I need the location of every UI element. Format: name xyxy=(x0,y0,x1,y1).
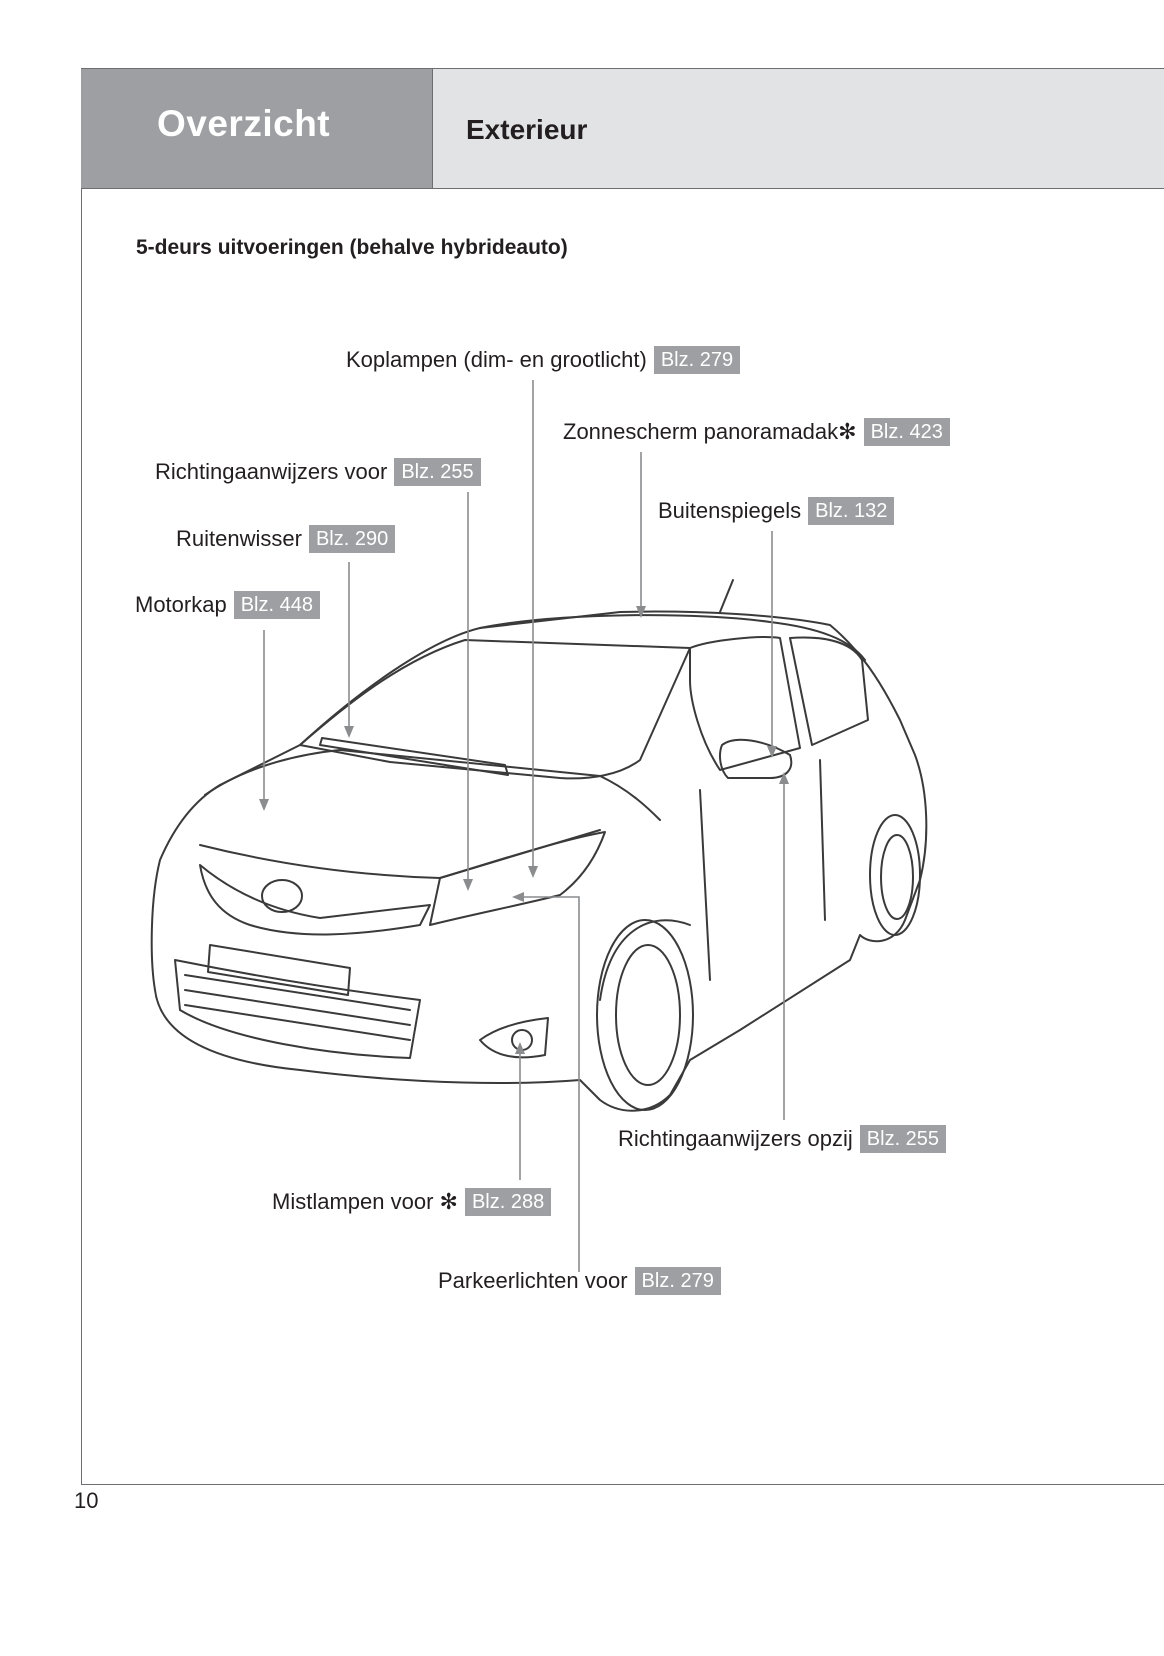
callout-motorkap xyxy=(135,591,320,619)
callout-label: Zonnescherm panoramadak✻ xyxy=(563,419,857,444)
car-outline xyxy=(152,580,927,1111)
page-title: Exterieur xyxy=(466,114,588,145)
callout-richtingaanwijzers-voor xyxy=(155,458,481,486)
callout-label: Mistlampen voor ✻ xyxy=(272,1189,458,1214)
leader-arrowheads xyxy=(259,606,789,1054)
callout-zonnescherm xyxy=(563,418,950,446)
subtitle: 5-deurs uitvoeringen (behalve hybrideauto) xyxy=(136,236,568,259)
page-ref-badge[interactable]: Blz. 423 xyxy=(864,418,950,446)
callout-koplampen xyxy=(346,346,740,374)
page-ref-badge[interactable]: Blz. 132 xyxy=(808,497,894,525)
callout-label: Richtingaanwijzers voor xyxy=(155,459,388,484)
callout-mistlampen xyxy=(272,1188,551,1216)
page-ref-badge[interactable]: Blz. 288 xyxy=(465,1188,551,1216)
page-ref-badge[interactable]: Blz. 255 xyxy=(394,458,480,486)
page-ref-badge[interactable]: Blz. 255 xyxy=(860,1125,946,1153)
callout-ruitenwisser xyxy=(176,525,395,553)
callout-richtingaanwijzers-opzij xyxy=(618,1125,946,1153)
section-title: Overzicht xyxy=(157,103,331,144)
callout-label: Ruitenwisser xyxy=(176,526,302,551)
page-ref-badge[interactable]: Blz. 290 xyxy=(309,525,395,553)
page-ref-badge[interactable]: Blz. 279 xyxy=(654,346,740,374)
callout-label: Koplampen (dim- en grootlicht) xyxy=(346,347,647,372)
callout-label: Richtingaanwijzers opzij xyxy=(618,1126,853,1151)
page-number: 10 xyxy=(74,1488,99,1513)
callout-parkeerlichten xyxy=(438,1267,721,1295)
callout-label: Buitenspiegels xyxy=(658,498,802,523)
callout-label: Parkeerlichten voor xyxy=(438,1268,628,1293)
page-ref-badge[interactable]: Blz. 448 xyxy=(234,591,320,619)
callout-label: Motorkap xyxy=(135,592,227,617)
page-ref-badge[interactable]: Blz. 279 xyxy=(635,1267,721,1295)
callout-buitenspiegels xyxy=(658,497,894,525)
